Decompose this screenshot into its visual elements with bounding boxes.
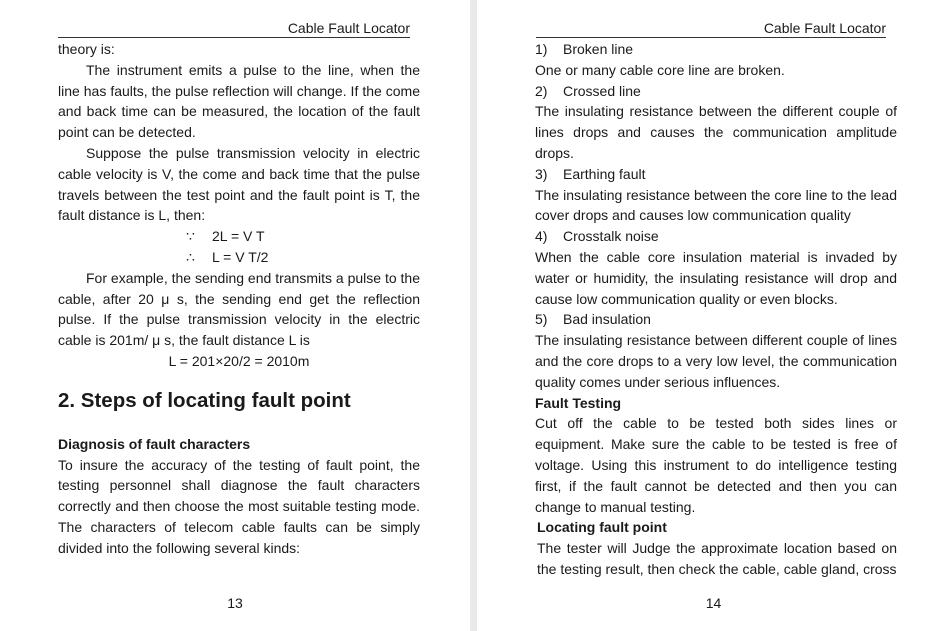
because-symbol: ∵ (186, 228, 195, 245)
equation: L = 201×20/2 = 2010m (168, 352, 310, 369)
paragraph: Suppose the pulse transmission velocity in electric cable velocity is V, the come and back time that the pulse travels between the test point and the fault point is T, the fault distance is L, then: (58, 144, 420, 224)
paragraph: The instrument emits a pulse to the line, when the line has faults, the pulse reflection will change. If the come and back time can be measured, the location of the fault point can be detected. (58, 61, 420, 141)
list-description: The insulating resistance between different couple of lines and the core drops to a very low level, the communication quality comes under serious influences. (535, 332, 897, 390)
subheading: Fault Testing (535, 394, 622, 411)
subheading: Locating fault point (537, 519, 667, 536)
list-item-title (535, 39, 897, 60)
equation (58, 226, 420, 247)
list-description: One or many cable core line are broken. (535, 61, 785, 78)
section-heading: 2. Steps of locating fault point (58, 388, 351, 412)
right-page (477, 0, 950, 631)
list-title: Earthing fault (563, 165, 646, 182)
list-title: Bad insulation (563, 311, 651, 328)
paragraph: Cut off the cable to be tested both sides lines or equipment. Make sure the cable to be tested is free of voltage. Using this instrument to do intelligence testing first, if the fault cannot be detected and then you can change to manual testing. (535, 415, 897, 515)
list-item-title (535, 309, 897, 330)
list-number: 1) (535, 41, 548, 57)
therefore-symbol: ∴ (186, 248, 195, 265)
equation-text: L = V T/2 (212, 248, 269, 265)
left-page-body (58, 39, 420, 559)
list-description: When the cable core insulation material is invaded by water or humidity, the insulating resistance will drop and cause low communication quality or even blocks. (535, 248, 897, 307)
subheading: Diagnosis of fault characters (58, 435, 251, 452)
list-number: 3) (535, 165, 548, 182)
list-title: Crosstalk noise (563, 228, 659, 245)
list-item-title (535, 226, 897, 247)
list-title: Broken line (563, 41, 634, 57)
list-item-title (535, 81, 897, 102)
list-item-title (535, 164, 897, 185)
list-title: Crossed line (563, 82, 641, 99)
list-description: The insulating resistance between the different couple of lines drops and causes the communication amplitude drops. (535, 103, 897, 161)
paragraph: theory is: (58, 41, 115, 57)
paragraph: For example, the sending end transmits a pulse to the cable, after 20 μ s, the sending end get the reflection pulse. If the pulse transmission velocity in the electric cable is 201m/ μ s, the fault distance L is (58, 269, 420, 349)
paragraph: The tester will Judge the approximate location based on the testing result, then check the cable, cable gland, cross (537, 540, 897, 577)
paragraph: To insure the accuracy of the testing of fault point, the testing personnel shall diagnose the fault characters correctly and then choose the most suitable testing mode. The characters of telecom cable faults can be simply divided into the following several kinds: (58, 456, 420, 556)
list-number: 4) (535, 228, 548, 245)
left-page (0, 0, 470, 631)
equation (58, 247, 420, 268)
list-number: 5) (535, 311, 548, 328)
list-description: The insulating resistance between the core line to the lead cover drops and causes low communication quality (535, 186, 897, 224)
list-number: 2) (535, 82, 548, 99)
page-number: 13 (227, 595, 243, 611)
page-number: 14 (705, 595, 722, 611)
page-header: Cable Fault Locator (536, 20, 886, 38)
page-header: Cable Fault Locator (58, 20, 410, 38)
equation-text: 2L = V T (212, 228, 265, 245)
right-page-body (535, 39, 897, 580)
